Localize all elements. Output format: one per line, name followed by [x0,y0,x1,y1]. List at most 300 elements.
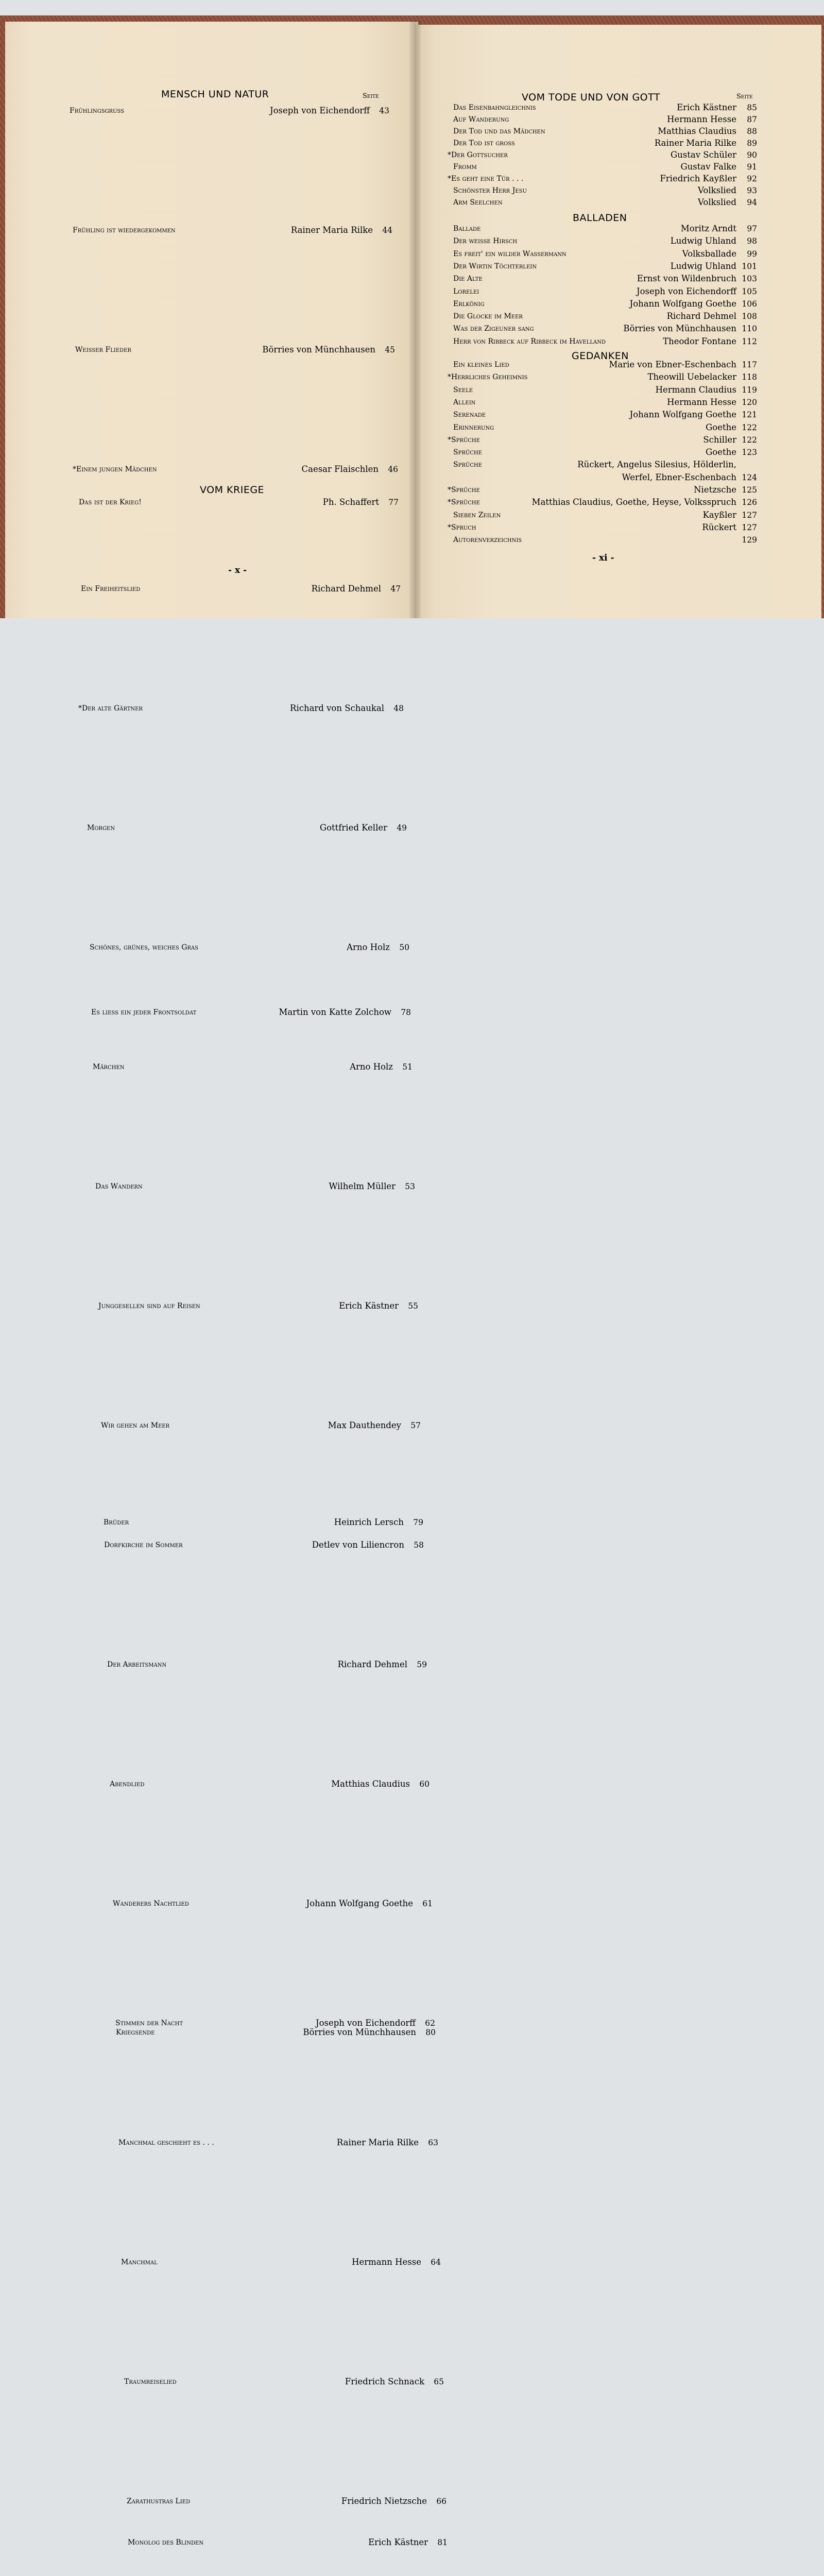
entry-title-text: Arm Seelchen [453,198,503,207]
entry-author: Hermann Hesse [352,2257,421,2267]
entry-page-number: 64 [431,2258,441,2267]
entry-title-text: Monolog des Blinden [128,2538,204,2547]
toc-entry [104,1517,423,1529]
entry-author: Hermann Hesse [667,114,736,124]
entry-page-number: 59 [417,1660,427,1669]
toc-entry [453,197,757,209]
entry-author: Matthias Claudius, Goethe, Heyse, Volksspruch [531,497,736,507]
toc-entry [453,397,757,409]
asterisk-mark: * [73,465,76,473]
entry-title [448,436,480,444]
toc-entry [453,422,757,434]
entry-title [90,943,198,952]
toc-entry [107,1659,427,1671]
entry-title-text: Wir gehen am Meer [101,1421,170,1430]
entry-title [448,486,480,494]
entry-author: Richard von Schaukal [290,703,384,713]
entry-page-number: 90 [747,150,757,160]
entry-author: Gottfried Keller [319,823,387,833]
entry-title [453,361,509,369]
entry-title [113,1900,189,1908]
entry-author: Joseph von Eichendorff [315,2018,416,2028]
toc-entry [453,138,757,149]
entry-page-number: 44 [382,226,392,235]
entry-title-text: Ein Freiheitslied [81,585,141,593]
entry-title [453,300,484,308]
entry-title-text: Frühling ist wiedergekommen [73,226,176,234]
entry-title-text: Der Gottsucher [451,151,508,159]
entry-page-number: 48 [393,704,404,713]
toc-entry [453,311,757,323]
entry-page-number: 51 [402,1062,413,1072]
toc-entry [453,336,757,348]
entry-author: Hermann Claudius [655,384,736,395]
entry-title-text: Abendlied [110,1780,145,1788]
entry-title-text: Ballade [453,225,481,233]
entry-page-number: 63 [428,2138,438,2147]
entry-title [73,465,157,473]
toc-entry [101,1420,421,1432]
entry-page-number: 57 [410,1421,421,1430]
entry-title-text: Schönster Herr Jesu [453,187,527,195]
entry-title-text: Der Tod und das Mädchen [453,127,545,135]
entry-title [101,1421,169,1430]
entry-page-number: 126 [742,498,757,507]
entry-page-number: 124 [742,472,757,482]
entry-author: Johann Wolfgang Goethe [306,1899,413,1908]
entry-author: Gustav Schüler [670,150,736,160]
entry-author: Rainer Maria Rilke [336,2138,419,2147]
entry-page-number: 121 [742,410,757,420]
entry-title-text: Das Eisenbahngleichnis [453,104,536,112]
entry-page-number: 123 [742,448,757,457]
toc-entry [453,385,757,396]
entry-title [91,1008,196,1016]
entry-title [453,448,482,456]
toc-entry [448,434,757,446]
asterisk-mark: * [448,523,451,532]
entry-title-text: Der Wirtin Töchterlein [453,262,537,270]
entry-title-text: Frühlingsgruss [70,107,125,115]
toc-entry [448,497,757,509]
entry-title-text: Zarathustras Lied [127,2497,191,2505]
entry-title [93,1063,125,1071]
entry-author: Ludwig Uhland [670,261,736,271]
asterisk-mark: * [448,373,451,382]
entry-title-text: Weisser Flieder [75,346,131,354]
toc-entry [70,106,389,117]
entry-title-text: Sprüche [453,448,482,457]
entry-author: Rückert, Angelus Silesius, Hölderlin, [577,460,736,470]
entry-title [110,1780,144,1788]
right-seite-label: Seite [736,93,753,100]
entry-page-number: 117 [742,360,757,369]
entry-author: Rückert [702,522,736,532]
toc-entry [453,510,757,521]
entry-title [124,2378,177,2386]
section-title: VOM KRIEGE [200,484,265,496]
entry-page-number: 125 [742,485,757,495]
entry-title [81,585,140,593]
entry-title [116,2028,154,2037]
entry-title [453,115,509,124]
entry-title [448,498,480,506]
entry-title [453,262,537,270]
entry-title [453,287,479,296]
toc-entry [104,1540,424,1551]
toc-entry [91,1007,411,1019]
entry-author: Erich Kästner [339,1301,399,1311]
entry-title [448,151,508,159]
entry-title [115,2019,183,2027]
entry-title-text: Märchen [93,1063,125,1071]
entry-page-number: 93 [747,186,757,195]
entry-page-number: 88 [747,127,757,136]
entry-author: Max Dauthendey [328,1420,401,1430]
entry-page-number: 89 [747,139,757,148]
toc-entry [73,225,392,236]
entry-title [453,325,534,333]
entry-author: Börries von Münchhausen [303,2027,416,2037]
entry-author: Kayßler [702,510,736,520]
entry-author: Börries von Münchhausen [623,324,736,334]
entry-author: Börries von Münchhausen [262,345,375,354]
entry-title [104,1518,129,1527]
entry-author: Detlev von Liliencron [312,1540,404,1550]
entry-title-text: Die Alte [453,275,483,283]
entry-page-number: 60 [419,1780,430,1789]
entry-page-number: 118 [742,372,757,382]
entry-title-text: Herrliches Geheimnis [451,373,528,382]
entry-title-text: Fromm [453,163,477,171]
entry-author: Friedrich Schnack [345,2377,424,2386]
toc-entry [453,324,757,335]
entry-title-text: Das Wandern [95,1182,143,1191]
entry-title-text: Dorfkirche im Sommer [104,1541,183,1549]
entry-page-number: 99 [747,249,757,259]
entry-title [75,346,131,354]
entry-author: Richard Dehmel [311,584,381,594]
entry-title [95,1182,143,1191]
toc-entry [118,2138,438,2149]
entry-title-text: Sprüche [451,498,480,507]
entry-author: Joseph von Eichendorff [269,106,370,115]
entry-title [70,107,124,115]
entry-author: Ernst von Wildenbruch [637,274,736,284]
entry-author: Werfel, Ebner-Eschenbach [622,472,736,482]
entry-title-text: Traumreiselied [124,2378,177,2386]
entry-page-number: 50 [399,943,409,952]
entry-title [107,1660,166,1669]
entry-page-number: 45 [385,345,395,354]
entry-title [453,398,475,406]
entry-title-text: Der Arbeitsmann [107,1660,167,1669]
entry-title [98,1302,200,1310]
toc-entry [124,2377,444,2388]
entry-page-number: 43 [379,106,389,115]
entry-title-text: Die Glocke im Meer [453,312,523,321]
toc-entry [453,447,757,459]
entry-page-number: 110 [742,324,757,334]
entry-page-number: 62 [425,2019,435,2028]
toc-entry [453,236,757,247]
book-gutter [409,21,421,618]
entry-title [453,423,494,432]
toc-entry [127,2496,447,2507]
entry-title-text: Brüder [104,1518,129,1527]
entry-author: Volksballade [682,248,736,259]
entry-page-number: 55 [408,1301,418,1311]
entry-title [121,2258,158,2266]
entry-author: Volkslied [698,185,736,195]
toc-entry [448,485,757,496]
entry-title-text: Allein [453,398,476,406]
entry-author: Ludwig Uhland [670,236,736,246]
entry-title [453,198,503,207]
entry-title-text: Sieben Zeilen [453,511,501,519]
entry-author: Joseph von Eichendorff [636,286,736,296]
entry-title [73,226,176,234]
toc-entry [453,126,757,138]
entry-page-number: 119 [742,385,757,395]
section-title: BALLADEN [573,212,627,224]
entry-title-text: Herr von Ribbeck auf Ribbeck im Havelland [453,337,606,346]
entry-title [453,536,522,544]
toc-entry [128,2537,448,2549]
toc-entry [453,103,757,114]
entry-title [453,127,545,135]
entry-title-text: Wanderers Nachtlied [113,1900,189,1908]
entry-page-number: 122 [742,435,757,445]
entry-title [118,2139,214,2147]
toc-entry [453,261,757,273]
section-title: GEDANKEN [572,350,629,362]
entry-page-number: 58 [414,1540,424,1550]
entry-title-text: Es geht eine Tür . . . [451,175,524,183]
entry-title-text: Ein kleines Lied [453,361,509,369]
entry-page-number: 122 [742,422,757,432]
entry-author: Gustav Falke [680,162,736,172]
entry-title [104,1541,183,1549]
entry-author: Moritz Arndt [680,224,736,233]
entry-page-number: 108 [742,312,757,321]
entry-page-number: 77 [388,498,399,507]
entry-title [79,498,142,506]
entry-title [78,704,143,713]
entry-author: Theowill Uebelacker [647,372,736,382]
entry-title-text: Erlkönig [453,299,485,308]
entry-title [448,373,527,381]
entry-page-number: 97 [747,224,757,233]
entry-page-number: 47 [390,584,401,594]
asterisk-mark: * [78,704,82,713]
toc-entry [448,150,757,161]
entry-page-number: 53 [405,1182,415,1191]
entry-author: Friedrich Nietzsche [341,2496,427,2506]
entry-author: Erich Kästner [677,103,736,112]
entry-title-text: Erinnerung [453,423,494,432]
entry-title-text: Spruch [451,523,476,532]
entry-page-number: 129 [742,535,757,545]
entry-author: Goethe [706,447,736,457]
entry-page-number: 87 [747,115,757,124]
toc-entry [453,274,757,285]
entry-title [453,337,606,346]
toc-entry [93,1062,413,1073]
entry-author: Rainer Maria Rilke [290,225,373,235]
toc-entry [116,2027,436,2039]
entry-page-number: 127 [742,522,757,532]
entry-title-text: Was der Zigeuner sang [453,325,534,333]
entry-author: Friedrich Kayßler [660,174,736,183]
toc-entry [81,584,401,595]
entry-title-text: Serenade [453,411,486,419]
toc-entry [448,522,757,534]
toc-entry [453,410,757,421]
entry-author: Caesar Flaischlen [301,464,379,474]
entry-page-number: 85 [747,103,757,112]
right-page-folio: - xi - [592,553,614,563]
entry-page-number: 98 [747,236,757,246]
entry-author: Martin von Katte Zolchow [279,1007,391,1017]
entry-page-number: 106 [742,299,757,309]
entry-title-text: Einem jungen Mädchen [76,465,157,473]
entry-author: Richard Dehmel [666,311,736,321]
entry-page-number: 101 [742,261,757,271]
entry-title-text: Kriegsende [116,2028,155,2037]
toc-entry [78,703,404,715]
entry-title [453,104,536,112]
left-page-folio: - x - [228,565,247,575]
entry-title-text: Junggesellen sind auf Reisen [98,1302,200,1310]
entry-title-text: Der alte Gärtner [82,704,143,713]
entry-author: Matthias Claudius [331,1779,410,1789]
entry-author: Johann Wolfgang Goethe [629,410,736,420]
entry-author: Hermann Hesse [667,397,736,407]
entry-title [453,511,501,519]
entry-page-number: 81 [437,2538,448,2547]
entry-title-text: Es liess ein jeder Frontsoldat [91,1008,197,1016]
entry-author: Ph. Schaffert [322,497,379,507]
entry-title [453,237,517,245]
entry-page-number: 127 [742,510,757,520]
entry-page-number: 66 [436,2497,447,2506]
entry-author: Matthias Claudius [658,126,736,136]
entry-author: Volkslied [698,197,736,207]
toc-entry [453,460,757,471]
entry-author: Wilhelm Müller [329,1181,396,1191]
entry-page-number: 112 [742,336,757,346]
toc-entry [113,1899,433,1910]
entry-title-text: Schönes, grünes, weiches Gras [90,943,198,952]
entry-title [453,225,480,233]
asterisk-mark: * [448,435,451,444]
entry-page-number: 94 [747,198,757,207]
toc-entry [95,1181,415,1193]
section-title: VOM TODE UND VON GOTT [522,92,661,103]
asterisk-mark: * [448,486,451,494]
entry-page-number: 65 [434,2377,444,2386]
entry-page-number: 78 [401,1008,411,1017]
entry-title [453,163,477,171]
toc-entry [453,472,757,484]
toc-entry [448,174,757,185]
entry-author: Erich Kästner [368,2537,428,2547]
entry-title [128,2538,203,2547]
entry-title [453,187,527,195]
entry-author: Theodor Fontane [663,336,736,346]
entry-title [453,461,482,469]
entry-title [87,824,115,832]
entry-author: Marie von Ebner-Eschenbach [609,360,736,369]
asterisk-mark: * [448,151,451,159]
toc-entry [79,497,399,509]
entry-title [453,139,515,147]
entry-title-text: Der Tod ist gross [453,139,515,147]
entry-title-text: Sprüche [451,486,480,494]
toc-entry [453,286,757,298]
toc-entry [453,360,757,371]
entry-author: Arno Holz [350,1062,393,1072]
entry-title-text: Lorelei [453,287,479,296]
entry-title-text: Manchmal geschieht es . . . [118,2139,214,2147]
entry-title-text: Morgen [87,824,115,832]
entry-title-text: Der weisse Hirsch [453,237,518,246]
entry-page-number: 103 [742,274,757,284]
entry-title-text: Sprüche [451,435,480,444]
entry-title-text: Stimmen der Nacht [115,2019,183,2027]
entry-author: Rainer Maria Rilke [654,138,736,148]
entry-author: Heinrich Lersch [334,1517,404,1527]
entry-title [453,250,566,258]
entry-title-text: Manchmal [121,2258,158,2266]
toc-entry [73,464,398,476]
toc-entry [110,1779,430,1790]
entry-title [448,523,476,532]
section-title: MENSCH UND NATUR [161,89,269,100]
entry-page-number: 105 [742,286,757,296]
entry-author: Richard Dehmel [337,1659,407,1669]
toc-entry [121,2257,441,2268]
toc-entry [87,823,407,834]
entry-title-text: Seele [453,385,473,394]
toc-entry [448,372,757,383]
entry-page-number: 92 [747,174,757,183]
entry-page-number: 79 [413,1518,423,1527]
entry-author: Goethe [706,422,736,432]
entry-page-number: 120 [742,397,757,407]
toc-entry [98,1301,418,1312]
toc-entry [453,249,757,260]
entry-title-text: Es freit' ein wilder Wassermann [453,249,566,258]
entry-page-number: 49 [397,823,407,833]
toc-entry [453,299,757,310]
toc-entry [90,942,409,954]
toc-entry [453,224,757,235]
asterisk-mark: * [448,175,451,183]
toc-entry [453,535,757,546]
entry-author: Johann Wolfgang Goethe [629,298,736,309]
entry-page-number: 91 [747,162,757,172]
toc-entry [453,114,757,126]
entry-page-number: 80 [425,2028,436,2037]
entry-title [453,411,486,419]
toc-entry [453,162,757,173]
asterisk-mark: * [448,498,451,507]
entry-title [127,2497,190,2505]
entry-title [448,175,523,183]
entry-title-text: Sprüche [453,461,482,469]
